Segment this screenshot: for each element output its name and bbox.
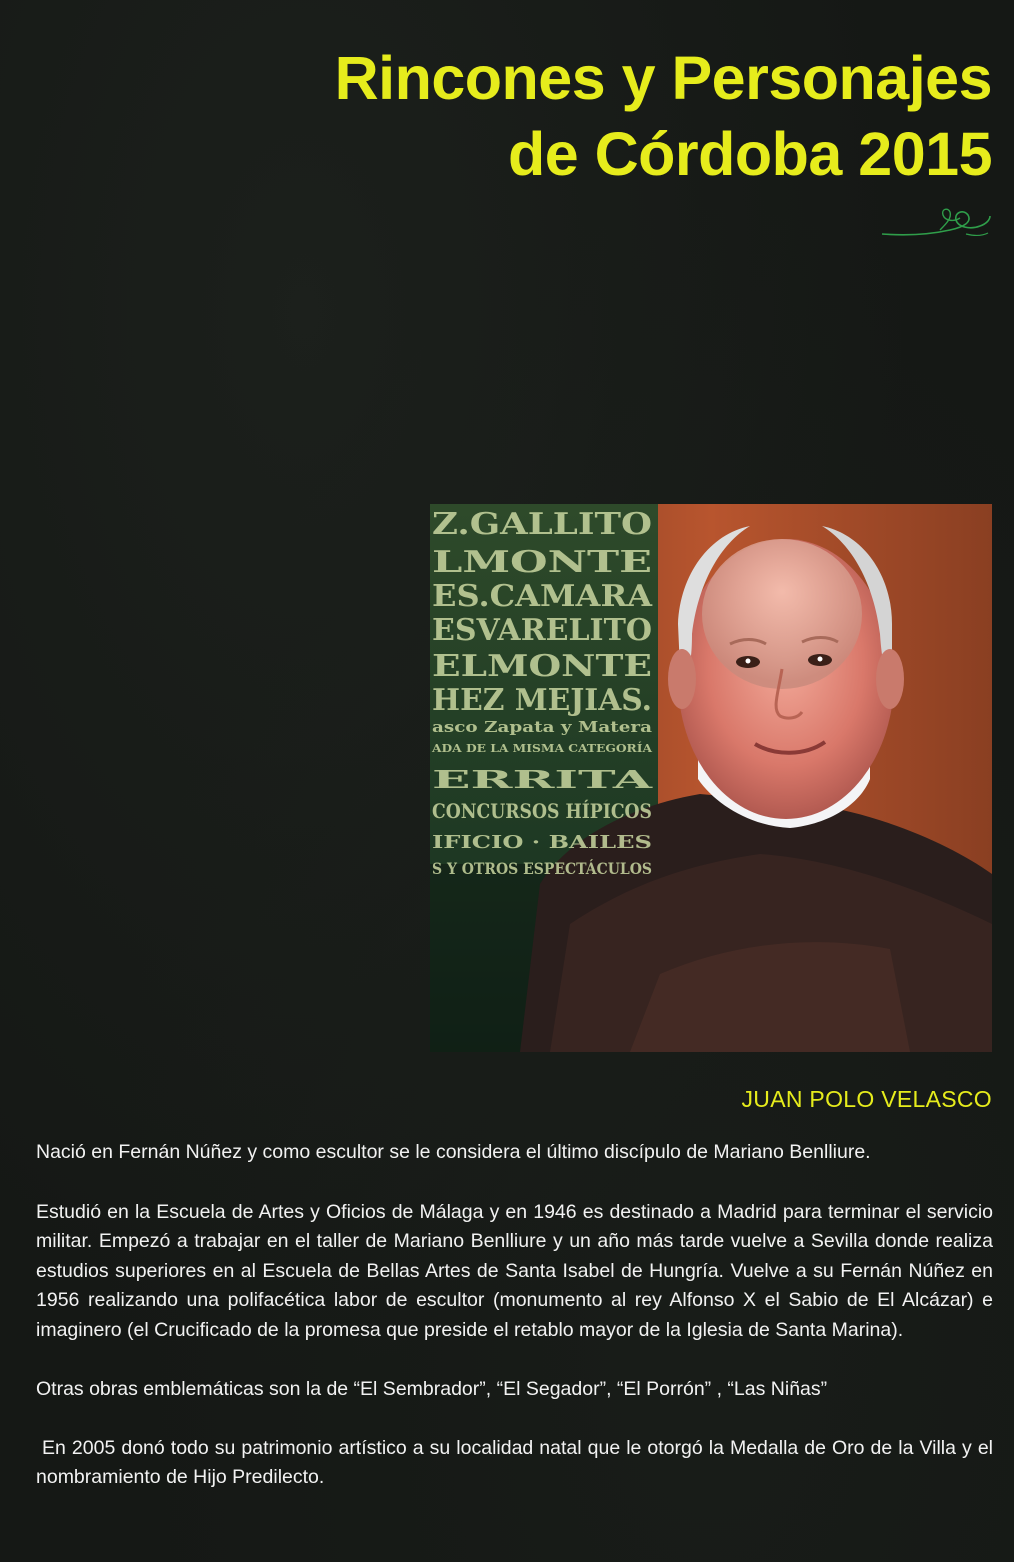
poster-text-line: LMONTE: [432, 545, 652, 580]
title-line-2: de Córdoba 2015: [507, 120, 992, 188]
portrait-photo: [430, 504, 992, 1052]
poster-text-line: HEZ MEJIAS.: [432, 683, 652, 718]
title-line-1: Rincones y Personajes: [334, 44, 992, 112]
biography-paragraph: En 2005 donó todo su patrimonio artístico a su localidad natal que le otorgó la Medalla de Oro de la Villa y el nombramiento de Hijo Predilecto.: [36, 1436, 999, 1488]
biography-paragraph: Nació en Fernán Núñez y como escultor se le considera el último discípulo de Mariano Benlliure.: [36, 1141, 871, 1163]
page-title: [232, 40, 992, 192]
poster-text-line: ERRITA: [432, 765, 653, 794]
biography-text: [36, 1138, 999, 1523]
poster-text-line: ESVARELITO: [432, 613, 652, 648]
poster-text-group: [431, 507, 684, 878]
person-name: JUAN POLO VELASCO: [741, 1086, 992, 1112]
poster-text-line: CONCURSOS HÍPICOS: [432, 799, 652, 823]
poster-text-line: IFICIO · BAILES: [432, 832, 652, 853]
poster-text-line: Z.GALLITO: [432, 507, 652, 542]
poster-text-line: ELMONTE: [432, 649, 652, 684]
poster-text-line: asco Zapata y Matera: [432, 718, 653, 736]
biography-paragraph: Estudió en la Escuela de Artes y Oficios de Málaga y en 1946 es destinado a Madrid para terminar el servicio militar. Empezó a trabajar en el taller de Mariano Benlliure y un año más tarde vuelve a Sevilla donde realiza estudios superiores en al Escuela de Bellas Artes de Santa Isabel de Hungría. Vuelve a su Fernán Núñez en 1956 realizando una polifacética labor de escultor (monumento al rey Alfonso X el Sabio de El Alcázar) e imaginero (el Crucificado de la promesa que preside el retablo mayor de la Iglesia de Santa Marina).: [36, 1200, 993, 1341]
poster-text-line: ADA DE LA MISMA CATEGORÍA: [432, 742, 630, 755]
poster-text-line: S Y OTROS ESPECTÁCULOS: [432, 859, 684, 878]
poster-text-line: ES.CAMARA: [432, 579, 653, 614]
ornamental-flourish-icon: [880, 200, 992, 244]
biography-paragraph: Otras obras emblemáticas son la de “El Sembrador”, “El Segador”, “El Porrón” , “Las Niñas”: [36, 1378, 828, 1400]
